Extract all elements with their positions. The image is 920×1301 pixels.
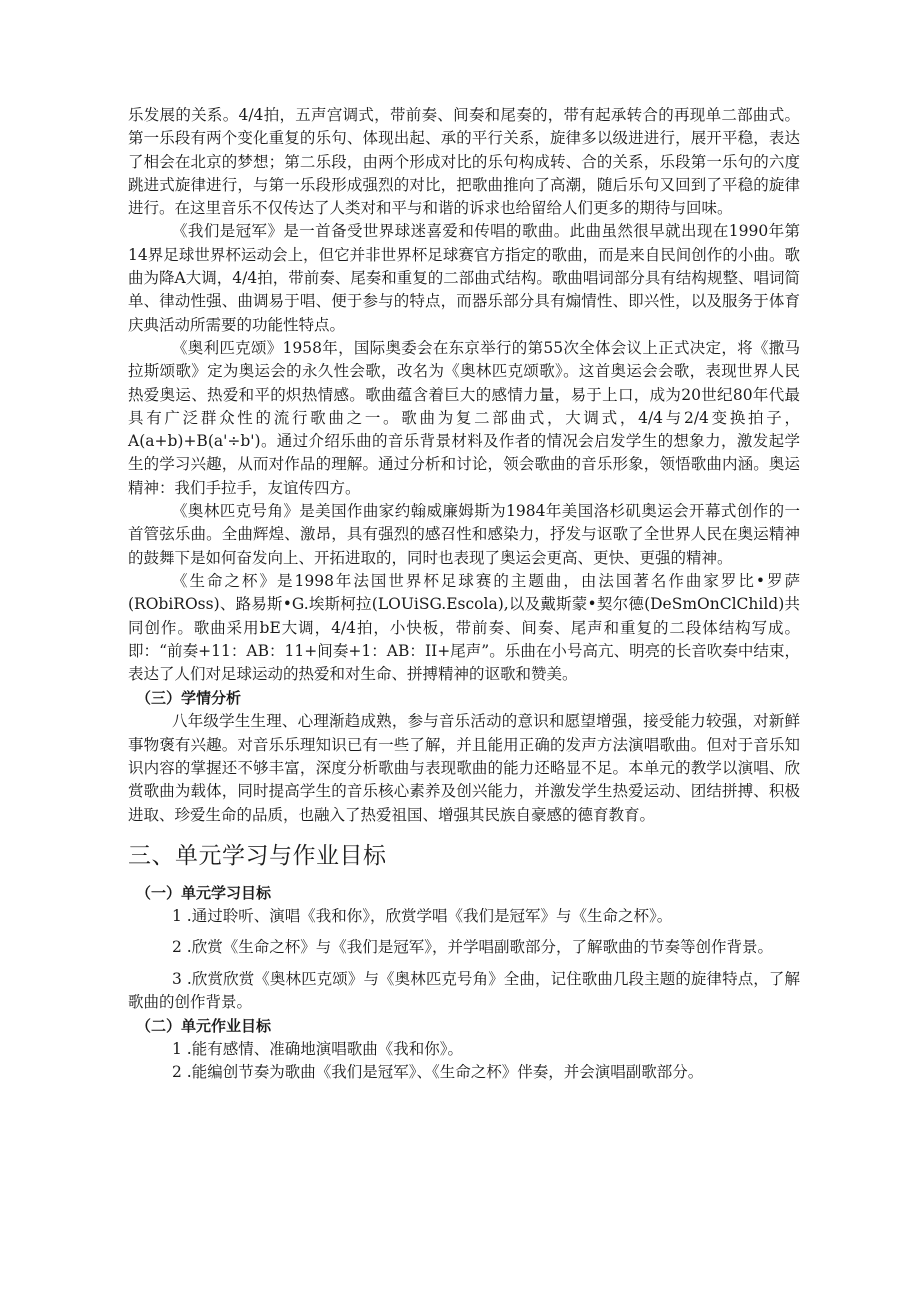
paragraph-olympic-fanfare: 《奥林匹克号角》是美国作曲家约翰威廉姆斯为1984年美国洛杉矶奥运会开幕式创作的一首管弦乐曲。全曲辉煌、激昂，具有强烈的感召性和感染力，抒发与讴歌了全世界人民在奥运精神的鼓舞下是如何奋发向上、开拓进取的，同时也表现了奥运会更高、更快、更强的精神。: [128, 502, 800, 567]
learning-goals-heading: （一）单元学习目标: [136, 883, 272, 902]
student-analysis-heading: （三）学情分析: [136, 689, 242, 708]
learning-goal-item-1: 1 .通过聆听、演唱《我和你》，欣赏学唱《我们是冠军》与《生命之杯》。: [172, 906, 673, 925]
learning-goal-item-2: 2 .欣赏《生命之杯》与《我们是冠军》，并学唱副歌部分，了解歌曲的节奏等创作背景。: [172, 938, 773, 957]
student-analysis-text: 八年级学生生理、心理渐趋成熟，参与音乐活动的意识和愿望增强，接受能力较强，对新鲜事物褒有兴趣。对音乐乐理知识已有一些了解，并且能用正确的发声方法演唱歌曲。但对于音乐知识内容的掌握还不够丰富，深度分析歌曲与表现歌曲的能力还略显不足。本单元的教学以演唱、欣赏歌曲为载体，同时提高学生的音乐核心素养及创兴能力，并激发学生热爱运动、团结拼搏、积极进取、珍爱生命的品质，也融入了热爱祖国、增强其民族自豪感的德育教育。: [128, 712, 800, 824]
paragraph-we-are-the-champions: 《我们是冠军》是一首备受世界球迷喜爱和传唱的歌曲。此曲虽然很早就出现在1990年第14界足球世界杯运动会上，但它并非世界杯足球赛官方指定的歌曲，而是来自民间创作的小曲。歌曲为降A大调，4/4拍，带前奏、尾奏和重复的二部曲式结构。歌曲唱词部分具有结构规整、唱词简单、律动性强、曲调易于唱、便于参与的特点，而器乐部分具有煽情性、即兴性，以及服务于体育庆典活动所需要的功能性特点。: [128, 222, 800, 334]
section-three-heading: 三、单元学习与作业目标: [128, 842, 387, 869]
paragraph-olympic-hymn: 《奥利匹克颂》1958年，国际奥委会在东京举行的第55次全体会议上正式决定，将《撒马拉斯颂歌》定为奥运会的永久性会歌，改名为《奥林匹克颂歌》。这首奥运会会歌，表现世界人民热爱奥运、热爱和平的炽热情感。歌曲蕴含着巨大的感情力量，易于上口，成为20世纪80年代最具有广泛群众性的流行歌曲之一。歌曲为复二部曲式，大调式，4/4与2/4变换拍子，A(a+b)+B(a'÷b')。通过介绍乐曲的音乐背景材料及作者的情况会启发学生的想象力，激发起学生的学习兴趣，从而对作品的理解。通过分析和讨论，领会歌曲的音乐形象，领悟歌曲内涵。奥运精神：我们手拉手，友谊传四方。: [128, 338, 800, 497]
homework-goals-heading: （二）单元作业目标: [136, 1017, 272, 1036]
homework-goal-item-1: 1 .能有感情、准确地演唱歌曲《我和你》。: [172, 1040, 463, 1059]
homework-goal-item-2: 2 .能编创节奏为歌曲《我们是冠军》、《生命之杯》伴奏，并会演唱副歌部分。: [172, 1063, 704, 1082]
paragraph-beijing-song: 乐发展的关系。4/4拍，五声宫调式，带前奏、间奏和尾奏的，带有起承转合的再现单二部曲式。第一乐段有两个变化重复的乐句、体现出起、承的平行关系，旋律多以级进进行，展开平稳，表达了相会在北京的梦想；第二乐段，由两个形成对比的乐句构成转、合的关系，乐段第一乐句的六度跳进式旋律进行，与第一乐段形成强烈的对比，把歌曲推向了高潮，随后乐句又回到了平稳的旋律进行。在这里音乐不仅传达了人类对和平与和谐的诉求也给留给人们更多的期待与回味。: [128, 106, 800, 218]
learning-goal-item-3: 3 .欣赏欣赏《奥林匹克颂》与《奥林匹克号角》全曲，记住歌曲几段主题的旋律特点，了解歌曲的创作背景。: [128, 969, 800, 1011]
document-page: [128, 104, 800, 1085]
paragraph-cup-of-life: 《生命之杯》是1998年法国世界杯足球赛的主题曲，由法国著名作曲家罗比•罗萨(RObiROss)、路易斯•G.埃斯柯拉(LOUiSG.Escola),以及戴斯蒙•契尔德(DeSmOnClChild)共同创作。歌曲采用bE大调，4/4拍，小快板，带前奏、间奏、尾声和重复的二段体结构写成。即：“前奏+11：AB：11+间奏+1：AB：II+尾声”。乐曲在小号高亢、明亮的长音吹奏中结束，表达了人们对足球运动的热爱和对生命、拼搏精神的讴歌和赞美。: [128, 571, 800, 684]
